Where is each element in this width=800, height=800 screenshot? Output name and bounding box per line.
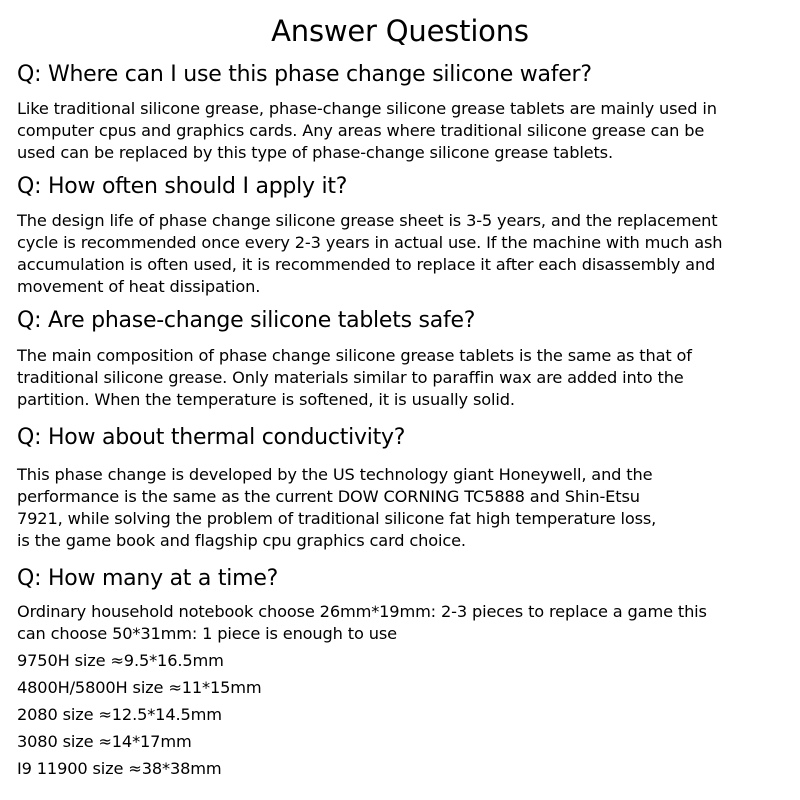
answer-line: Like traditional silicone grease, phase-change silicone grease tablets are mainly used in (17, 99, 717, 118)
answer-line: This phase change is developed by the US technology giant Honeywell, and the (17, 465, 653, 484)
size-item-3080: 3080 size ≈14*17mm (17, 732, 192, 751)
answer-line: performance is the same as the current DOW CORNING TC5888 and Shin-Etsu (17, 487, 640, 506)
size-item-2080: 2080 size ≈12.5*14.5mm (17, 705, 222, 724)
answer-line: traditional silicone grease. Only materials similar to paraffin wax are added into the (17, 368, 684, 387)
answer-line: cycle is recommended once every 2-3 years in actual use. If the machine with much ash (17, 233, 723, 252)
answer-line: The design life of phase change silicone grease sheet is 3-5 years, and the replacement (17, 211, 718, 230)
faq-answer-2 (17, 210, 797, 298)
answer-line: 7921, while solving the problem of traditional silicone fat high temperature loss, (17, 509, 657, 528)
answer-line: Ordinary household notebook choose 26mm*19mm: 2-3 pieces to replace a game this (17, 602, 707, 621)
answer-line: accumulation is often used, it is recommended to replace it after each disassembly and (17, 255, 716, 274)
faq-question-1: Q: Where can I use this phase change silicone wafer? (17, 62, 592, 87)
answer-line: is the game book and flagship cpu graphics card choice. (17, 531, 466, 550)
page-title: Answer Questions (271, 14, 529, 48)
answer-line: computer cpus and graphics cards. Any areas where traditional silicone grease can be (17, 121, 705, 140)
faq-answer-1 (17, 98, 797, 164)
faq-question-4: Q: How about thermal conductivity? (17, 425, 406, 450)
faq-answer-4 (17, 464, 797, 552)
answer-line: The main composition of phase change silicone grease tablets is the same as that of (17, 346, 692, 365)
faq-question-3: Q: Are phase-change silicone tablets safe? (17, 308, 476, 333)
answer-line: movement of heat dissipation. (17, 277, 261, 296)
answer-line: partition. When the temperature is softened, it is usually solid. (17, 390, 515, 409)
answer-line: can choose 50*31mm: 1 piece is enough to use (17, 624, 397, 643)
size-item-i9-11900: I9 11900 size ≈38*38mm (17, 759, 222, 778)
faq-question-5: Q: How many at a time? (17, 566, 279, 591)
faq-answer-5 (17, 601, 797, 645)
faq-answer-3 (17, 345, 797, 411)
answer-line: used can be replaced by this type of phase-change silicone grease tablets. (17, 143, 613, 162)
faq-question-2: Q: How often should I apply it? (17, 174, 348, 199)
size-item-9750h: 9750H size ≈9.5*16.5mm (17, 651, 224, 670)
size-item-4800h-5800h: 4800H/5800H size ≈11*15mm (17, 678, 262, 697)
